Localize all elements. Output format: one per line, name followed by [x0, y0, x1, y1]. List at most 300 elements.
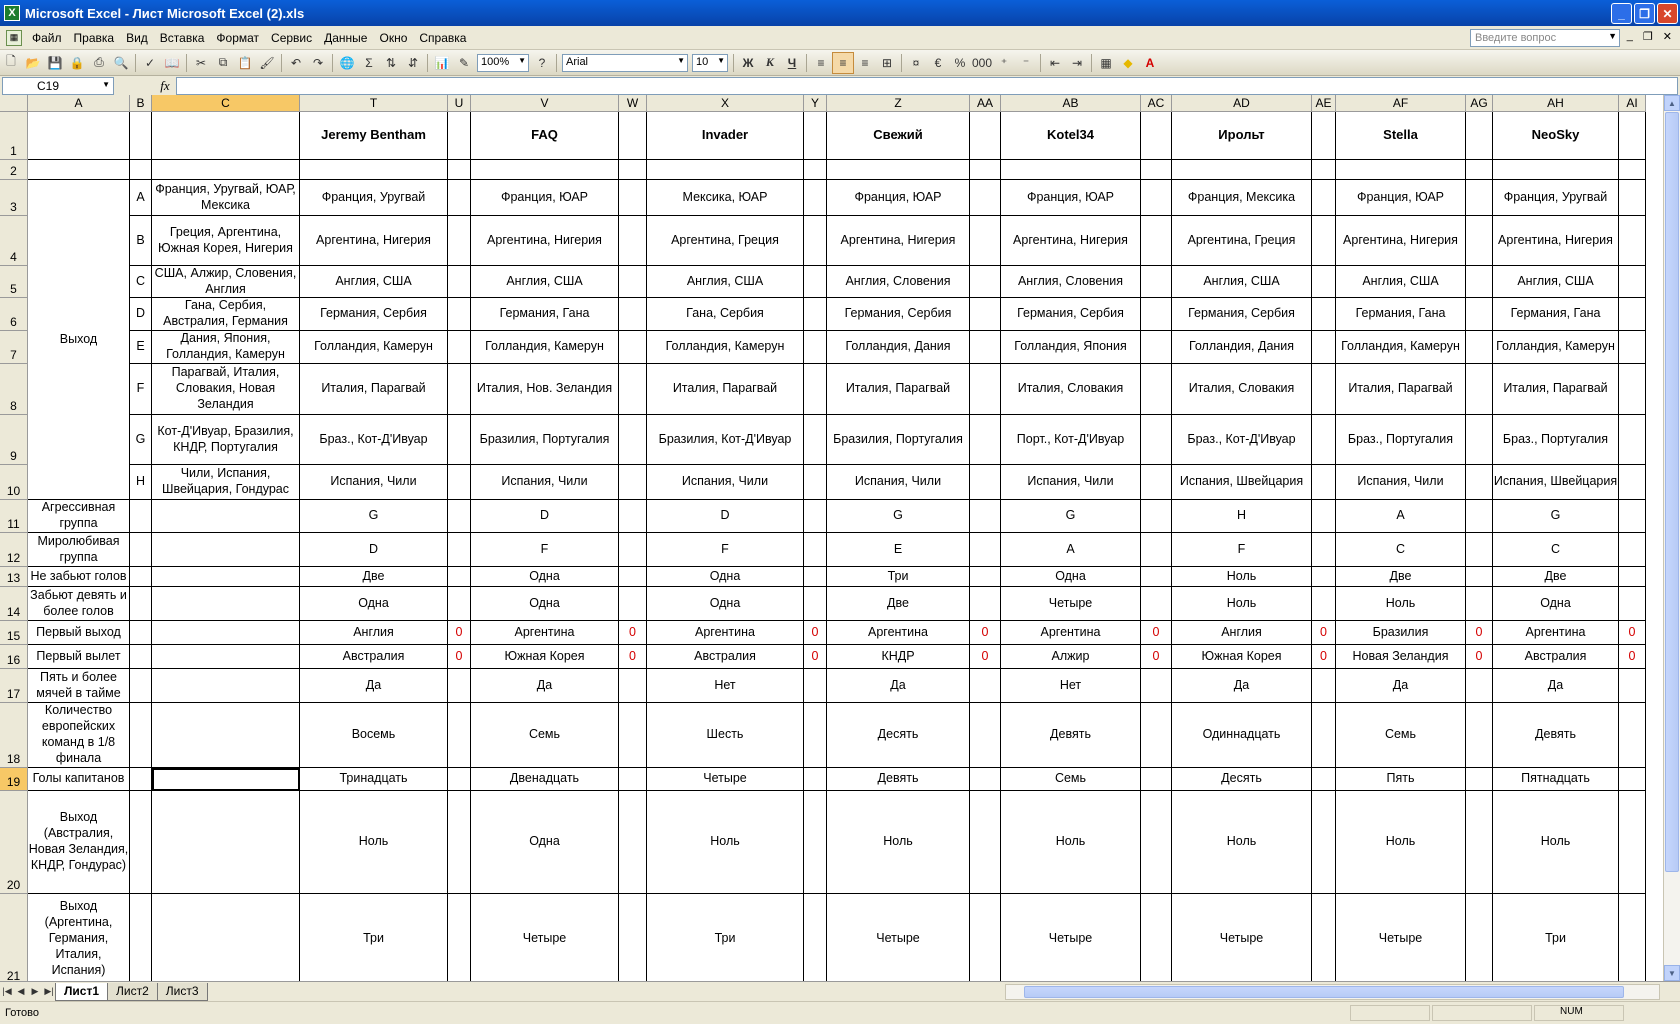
menu-view[interactable]: Вид [126, 30, 148, 45]
answer-cell[interactable]: Аргентина [1001, 621, 1141, 645]
group-teams[interactable]: Гана, Сербия, Австралия, Германия [152, 298, 300, 331]
cell-empty[interactable] [619, 768, 647, 791]
answer-cell[interactable]: C [1336, 533, 1466, 567]
cell-empty[interactable] [1141, 768, 1172, 791]
menu-help[interactable]: Справка [419, 30, 467, 45]
cell-empty[interactable] [448, 331, 471, 364]
cell-empty[interactable] [448, 533, 471, 567]
answer-cell[interactable]: Четыре [827, 894, 970, 981]
question-label[interactable]: Первый выход [28, 621, 130, 645]
cell-empty[interactable] [1466, 587, 1493, 621]
format-painter-icon[interactable]: 🖌 [259, 55, 275, 70]
answer-cell[interactable]: A [1001, 533, 1141, 567]
cell-empty[interactable] [970, 180, 1001, 216]
prediction-cell[interactable]: Германия, Гана [1493, 298, 1619, 331]
cell-empty[interactable] [1619, 364, 1646, 415]
points-cell[interactable]: 0 [970, 645, 1001, 669]
cell-empty[interactable] [619, 533, 647, 567]
points-cell[interactable]: 0 [1141, 645, 1172, 669]
cell-empty[interactable] [1466, 669, 1493, 703]
question-label[interactable]: Не забьют голов [28, 567, 130, 587]
cell-empty[interactable] [1619, 465, 1646, 500]
cell-empty[interactable] [152, 703, 300, 768]
answer-cell[interactable]: A [1336, 500, 1466, 533]
group-letter[interactable]: E [130, 331, 152, 364]
percent-button[interactable]: % [954, 55, 966, 70]
new-file-icon[interactable]: 🗋 [6, 54, 16, 68]
cell-empty[interactable] [152, 894, 300, 981]
help-search-input[interactable] [1470, 29, 1620, 47]
answer-cell[interactable]: Восемь [300, 703, 448, 768]
cell-empty[interactable] [448, 180, 471, 216]
menu-format[interactable]: Формат [216, 30, 260, 45]
row-header-11[interactable]: 11 [0, 500, 28, 533]
cell-empty[interactable] [970, 791, 1001, 894]
answer-cell[interactable]: Одна [471, 791, 619, 894]
cell-empty[interactable] [448, 669, 471, 703]
prediction-cell[interactable]: Франция, Мексика [1172, 180, 1312, 216]
cell-empty[interactable] [1141, 298, 1172, 331]
cell-empty[interactable] [1466, 298, 1493, 331]
cell-empty[interactable] [804, 160, 827, 180]
cell-empty[interactable] [970, 331, 1001, 364]
name-box[interactable] [2, 77, 114, 95]
cell-empty[interactable] [804, 500, 827, 533]
cell-empty[interactable] [970, 703, 1001, 768]
column-header-ab[interactable]: AB [1001, 95, 1141, 112]
cell-empty[interactable] [804, 669, 827, 703]
prediction-cell[interactable]: Германия, Сербия [827, 298, 970, 331]
answer-cell[interactable]: Одна [647, 567, 804, 587]
answer-cell[interactable]: Пять [1336, 768, 1466, 791]
paste-icon[interactable]: 📋 [237, 55, 253, 70]
answer-cell[interactable]: Да [1336, 669, 1466, 703]
prediction-cell[interactable]: Англия, Словения [1001, 266, 1141, 298]
cell-empty[interactable] [1141, 180, 1172, 216]
spelling-icon[interactable]: ✓ [144, 55, 156, 70]
prediction-cell[interactable]: Голландия, Камерун [1336, 331, 1466, 364]
cell-empty[interactable] [471, 160, 619, 180]
cell-empty[interactable] [804, 703, 827, 768]
font-select[interactable] [562, 54, 688, 72]
cell-empty[interactable] [970, 500, 1001, 533]
cell-empty[interactable] [619, 112, 647, 160]
group-letter[interactable]: H [130, 465, 152, 500]
euro-icon[interactable]: € [934, 55, 942, 70]
cell-empty[interactable] [1466, 894, 1493, 981]
answer-cell[interactable]: F [471, 533, 619, 567]
cell-empty[interactable] [1466, 791, 1493, 894]
group-teams[interactable]: США, Алжир, Словения, Англия [152, 266, 300, 298]
cell-empty[interactable] [1466, 703, 1493, 768]
row-header-4[interactable]: 4 [0, 216, 28, 266]
question-label[interactable]: Миролюбивая группа [28, 533, 130, 567]
answer-cell[interactable]: Ноль [827, 791, 970, 894]
prediction-cell[interactable]: Испания, Чили [471, 465, 619, 500]
answer-cell[interactable]: Австралия [300, 645, 448, 669]
points-cell[interactable]: 0 [1619, 645, 1646, 669]
answer-cell[interactable]: Пятнадцать [1493, 768, 1619, 791]
chart-wizard-icon[interactable]: 📊 [434, 55, 450, 70]
sheet-tab-1[interactable]: Лист1 [55, 983, 108, 1001]
cell-empty[interactable] [970, 768, 1001, 791]
cell-empty[interactable] [619, 791, 647, 894]
sheet-tab-3[interactable]: Лист3 [157, 983, 208, 1001]
answer-cell[interactable]: Да [300, 669, 448, 703]
cell-empty[interactable] [448, 500, 471, 533]
chevron-down-icon[interactable]: ▼ [102, 80, 110, 89]
cell-empty[interactable] [804, 180, 827, 216]
bold-button[interactable]: Ж [742, 55, 754, 70]
column-header-ac[interactable]: AC [1141, 95, 1172, 112]
column-header-ah[interactable]: AH [1493, 95, 1619, 112]
points-cell[interactable]: 0 [619, 621, 647, 645]
cell-empty[interactable] [152, 160, 300, 180]
increase-decimal-icon[interactable]: ⁺ [1000, 55, 1008, 70]
prediction-cell[interactable]: Аргентина, Греция [1172, 216, 1312, 266]
print-icon[interactable]: ⎙ [94, 55, 104, 69]
cell-empty[interactable] [448, 587, 471, 621]
permission-icon[interactable]: 🔒 [69, 55, 85, 70]
cell-empty[interactable] [970, 567, 1001, 587]
prediction-cell[interactable]: Англия, США [647, 266, 804, 298]
cell-empty[interactable] [1312, 180, 1336, 216]
answer-cell[interactable]: Две [1493, 567, 1619, 587]
question-label[interactable]: Выход (Австралия, Новая Зеландия, КНДР, Гондурас) [28, 791, 130, 894]
cell-empty[interactable] [619, 894, 647, 981]
cell-empty[interactable] [1141, 703, 1172, 768]
answer-cell[interactable]: Одна [1001, 567, 1141, 587]
group-teams[interactable]: Парагвай, Италия, Словакия, Новая Зеландия [152, 364, 300, 415]
cell-empty[interactable] [1312, 415, 1336, 465]
cell-empty[interactable] [970, 298, 1001, 331]
answer-cell[interactable]: Одна [471, 567, 619, 587]
cell-empty[interactable] [804, 894, 827, 981]
cell-empty[interactable] [152, 669, 300, 703]
increase-indent-icon[interactable]: ⇥ [1071, 55, 1083, 70]
prediction-cell[interactable]: Франция, Уругвай [1493, 180, 1619, 216]
answer-cell[interactable]: Ноль [1336, 791, 1466, 894]
cell-empty[interactable] [1619, 298, 1646, 331]
merge-center-icon[interactable]: ⊞ [881, 55, 893, 70]
points-cell[interactable]: 0 [1312, 621, 1336, 645]
cell-empty[interactable] [647, 160, 804, 180]
drawing-icon[interactable]: ✎ [458, 55, 470, 70]
question-label[interactable]: Агрессивная группа [28, 500, 130, 533]
minimize-button[interactable]: _ [1611, 3, 1632, 24]
points-cell[interactable]: 0 [1466, 621, 1493, 645]
cell-empty[interactable] [804, 298, 827, 331]
question-label[interactable]: Первый вылет [28, 645, 130, 669]
answer-cell[interactable]: Ноль [1493, 791, 1619, 894]
prediction-cell[interactable]: Германия, Гана [1336, 298, 1466, 331]
cell-empty[interactable] [152, 533, 300, 567]
answer-cell[interactable]: Да [1172, 669, 1312, 703]
row-header-15[interactable]: 15 [0, 621, 28, 645]
player-name[interactable]: Ирольт [1172, 112, 1312, 160]
cell-empty[interactable] [804, 465, 827, 500]
cell-empty[interactable] [1466, 364, 1493, 415]
answer-cell[interactable]: G [827, 500, 970, 533]
cell-empty[interactable] [804, 567, 827, 587]
font-size-select[interactable] [692, 54, 728, 72]
cell-empty[interactable] [1141, 500, 1172, 533]
scroll-thumb[interactable] [1665, 112, 1679, 872]
answer-cell[interactable]: Ноль [647, 791, 804, 894]
worksheet-grid[interactable] [0, 95, 1680, 981]
prediction-cell[interactable]: Аргентина, Нигерия [1336, 216, 1466, 266]
cell-empty[interactable] [804, 587, 827, 621]
group-letter[interactable]: B [130, 216, 152, 266]
cell-empty[interactable] [152, 621, 300, 645]
answer-cell[interactable]: C [1493, 533, 1619, 567]
answer-cell[interactable]: Одна [471, 587, 619, 621]
cell-empty[interactable] [619, 669, 647, 703]
answer-cell[interactable]: G [300, 500, 448, 533]
cell-empty[interactable] [130, 703, 152, 768]
cell-empty[interactable] [448, 415, 471, 465]
cell-empty[interactable] [130, 669, 152, 703]
answer-cell[interactable]: Ноль [1172, 567, 1312, 587]
cell-empty[interactable] [1312, 500, 1336, 533]
cell-empty[interactable] [1466, 331, 1493, 364]
cell-empty[interactable] [619, 567, 647, 587]
cell-empty[interactable] [448, 216, 471, 266]
question-label[interactable]: Количество европейских команд в 1/8 финала [28, 703, 130, 768]
group-teams[interactable]: Кот-Д'Ивуар, Бразилия, КНДР, Португалия [152, 415, 300, 465]
points-cell[interactable]: 0 [804, 621, 827, 645]
cell-empty[interactable] [1141, 587, 1172, 621]
prediction-cell[interactable]: Испания, Чили [827, 465, 970, 500]
prediction-cell[interactable]: Голландия, Дания [1172, 331, 1312, 364]
prediction-cell[interactable]: Франция, Уругвай [300, 180, 448, 216]
answer-cell[interactable]: Да [471, 669, 619, 703]
prediction-cell[interactable]: Испания, Швейцария [1493, 465, 1619, 500]
cell-empty[interactable] [448, 567, 471, 587]
cell-empty[interactable] [1312, 160, 1336, 180]
answer-cell[interactable]: Две [300, 567, 448, 587]
prediction-cell[interactable]: Италия, Парагвай [300, 364, 448, 415]
cell-empty[interactable] [1619, 587, 1646, 621]
save-icon[interactable]: 💾 [47, 55, 63, 70]
prediction-cell[interactable]: Испания, Чили [647, 465, 804, 500]
prediction-cell[interactable]: Италия, Словакия [1001, 364, 1141, 415]
group-letter[interactable]: C [130, 266, 152, 298]
cell-empty[interactable] [804, 112, 827, 160]
cell-empty[interactable] [1336, 160, 1466, 180]
prediction-cell[interactable]: Браз., Кот-Д'Ивуар [1172, 415, 1312, 465]
cell-empty[interactable] [28, 160, 130, 180]
answer-cell[interactable]: Две [1336, 567, 1466, 587]
select-all-corner[interactable] [0, 95, 28, 112]
answer-cell[interactable]: Ноль [300, 791, 448, 894]
cell-empty[interactable] [1466, 768, 1493, 791]
last-sheet-icon[interactable]: ▶| [44, 986, 54, 996]
question-label[interactable]: Голы капитанов [28, 768, 130, 791]
cell-empty[interactable] [1312, 791, 1336, 894]
answer-cell[interactable]: Четыре [1336, 894, 1466, 981]
answer-cell[interactable]: Аргентина [1493, 621, 1619, 645]
answer-cell[interactable]: Новая Зеландия [1336, 645, 1466, 669]
prediction-cell[interactable]: Браз., Португалия [1336, 415, 1466, 465]
prediction-cell[interactable]: Испания, Чили [1336, 465, 1466, 500]
close-button[interactable]: ✕ [1657, 3, 1678, 24]
redo-icon[interactable]: ↷ [312, 55, 324, 70]
cell-empty[interactable] [1141, 791, 1172, 894]
thousands-button[interactable]: 000 [971, 55, 993, 70]
cell-empty[interactable] [804, 364, 827, 415]
cell-empty[interactable] [1141, 216, 1172, 266]
question-label[interactable]: Выход (Аргентина, Германия, Италия, Испания) [28, 894, 130, 981]
row-header-6[interactable]: 6 [0, 298, 28, 331]
cell-empty[interactable] [1141, 894, 1172, 981]
prediction-cell[interactable]: Голландия, Япония [1001, 331, 1141, 364]
prediction-cell[interactable]: Голландия, Дания [827, 331, 970, 364]
cell-empty[interactable] [130, 791, 152, 894]
prediction-cell[interactable]: Англия, США [300, 266, 448, 298]
copy-icon[interactable]: ⧉ [218, 55, 228, 69]
cell-empty[interactable] [1312, 331, 1336, 364]
sheet-tab-2[interactable]: Лист2 [107, 983, 158, 1001]
player-name[interactable]: FAQ [471, 112, 619, 160]
points-cell[interactable]: 0 [619, 645, 647, 669]
cell-empty[interactable] [1466, 500, 1493, 533]
prediction-cell[interactable]: Браз., Кот-Д'Ивуар [300, 415, 448, 465]
cell-empty[interactable] [1312, 567, 1336, 587]
prediction-cell[interactable]: Франция, ЮАР [1001, 180, 1141, 216]
cell-empty[interactable] [1312, 298, 1336, 331]
formula-input[interactable] [176, 77, 1678, 95]
player-name[interactable]: Свежий [827, 112, 970, 160]
decrease-decimal-icon[interactable]: ⁻ [1022, 55, 1030, 70]
cell-empty[interactable] [1312, 533, 1336, 567]
hyperlink-icon[interactable]: 🌐 [339, 55, 355, 70]
cell-empty[interactable] [970, 160, 1001, 180]
column-header-w[interactable]: W [619, 95, 647, 112]
cell-empty[interactable] [1141, 567, 1172, 587]
cell-empty[interactable] [152, 567, 300, 587]
restore-button[interactable]: ❐ [1634, 3, 1655, 24]
cell-empty[interactable] [1001, 160, 1141, 180]
column-header-ad[interactable]: AD [1172, 95, 1312, 112]
answer-cell[interactable]: Девять [1001, 703, 1141, 768]
answer-cell[interactable]: D [647, 500, 804, 533]
points-cell[interactable]: 0 [1466, 645, 1493, 669]
answer-cell[interactable]: Две [827, 587, 970, 621]
excel-app-icon[interactable]: X [4, 5, 20, 21]
cell-empty[interactable] [970, 894, 1001, 981]
answer-cell[interactable]: Четыре [1172, 894, 1312, 981]
answer-cell[interactable]: Семь [471, 703, 619, 768]
next-sheet-icon[interactable]: ▶ [31, 986, 39, 996]
answer-cell[interactable]: Да [827, 669, 970, 703]
sort-ascending-icon[interactable]: ⇅ [385, 55, 397, 70]
prediction-cell[interactable]: Германия, Сербия [300, 298, 448, 331]
cell-empty[interactable] [970, 266, 1001, 298]
cell-empty[interactable] [1312, 587, 1336, 621]
group-teams[interactable]: Греция, Аргентина, Южная Корея, Нигерия [152, 216, 300, 266]
row-header-7[interactable]: 7 [0, 331, 28, 364]
cell-empty[interactable] [970, 587, 1001, 621]
column-header-b[interactable]: B [130, 95, 152, 112]
cell-empty[interactable] [1466, 180, 1493, 216]
prediction-cell[interactable]: Аргентина, Нигерия [827, 216, 970, 266]
chevron-down-icon[interactable]: ▼ [1608, 31, 1617, 41]
question-label[interactable]: Пять и более мячей в тайме [28, 669, 130, 703]
answer-cell[interactable]: Ноль [1001, 791, 1141, 894]
underline-button[interactable]: Ч [787, 55, 797, 70]
cell-empty[interactable] [1466, 266, 1493, 298]
column-header-af[interactable]: AF [1336, 95, 1466, 112]
cell-empty[interactable] [970, 465, 1001, 500]
cell-empty[interactable] [619, 703, 647, 768]
cell-empty[interactable] [1466, 216, 1493, 266]
answer-cell[interactable]: D [471, 500, 619, 533]
cell-empty[interactable] [448, 791, 471, 894]
cell-empty[interactable] [1312, 894, 1336, 981]
column-header-aa[interactable]: AA [970, 95, 1001, 112]
answer-cell[interactable]: Девять [827, 768, 970, 791]
answer-cell[interactable]: Четыре [1001, 894, 1141, 981]
italic-button[interactable]: К [765, 55, 775, 69]
cell-empty[interactable] [1619, 160, 1646, 180]
answer-cell[interactable]: Семь [1336, 703, 1466, 768]
sort-descending-icon[interactable]: ⇵ [407, 55, 419, 70]
cell-empty[interactable] [448, 768, 471, 791]
player-name[interactable]: Kotel34 [1001, 112, 1141, 160]
prediction-cell[interactable]: Англия, США [471, 266, 619, 298]
answer-cell[interactable]: Три [647, 894, 804, 981]
answer-cell[interactable]: Девять [1493, 703, 1619, 768]
prediction-cell[interactable]: Браз., Португалия [1493, 415, 1619, 465]
prediction-cell[interactable]: Италия, Парагвай [1336, 364, 1466, 415]
prediction-cell[interactable]: Аргентина, Нигерия [1493, 216, 1619, 266]
row-header-13[interactable]: 13 [0, 567, 28, 587]
row-header-2[interactable]: 2 [0, 160, 28, 180]
active-cell-c19[interactable] [152, 768, 300, 791]
row-header-16[interactable]: 16 [0, 645, 28, 669]
cut-icon[interactable]: ✂ [195, 55, 207, 70]
decrease-indent-icon[interactable]: ⇤ [1049, 55, 1061, 70]
column-header-y[interactable]: Y [804, 95, 827, 112]
prediction-cell[interactable]: Мексика, ЮАР [647, 180, 804, 216]
cell-empty[interactable] [1619, 180, 1646, 216]
column-header-x[interactable]: X [647, 95, 804, 112]
cell-empty[interactable] [804, 331, 827, 364]
cell-empty[interactable] [1466, 465, 1493, 500]
prediction-cell[interactable]: Голландия, Камерун [647, 331, 804, 364]
answer-cell[interactable]: Одна [1493, 587, 1619, 621]
cell-empty[interactable] [619, 216, 647, 266]
answer-cell[interactable]: Ноль [1172, 791, 1312, 894]
cell-empty[interactable] [827, 160, 970, 180]
cell-empty[interactable] [1312, 112, 1336, 160]
font-color-icon[interactable]: A [1145, 55, 1155, 70]
currency-icon[interactable]: ¤ [912, 55, 920, 70]
cell-empty[interactable] [1466, 567, 1493, 587]
group-letter[interactable]: A [130, 180, 152, 216]
row-header-9[interactable]: 9 [0, 415, 28, 465]
cell-empty[interactable] [130, 567, 152, 587]
prediction-cell[interactable]: Англия, США [1493, 266, 1619, 298]
cell-empty[interactable] [130, 768, 152, 791]
cell-empty[interactable] [970, 216, 1001, 266]
answer-cell[interactable]: D [300, 533, 448, 567]
cell-empty[interactable] [448, 160, 471, 180]
prediction-cell[interactable]: Бразилия, Кот-Д'Ивуар [647, 415, 804, 465]
cell-empty[interactable] [1619, 669, 1646, 703]
cell-empty[interactable] [130, 500, 152, 533]
